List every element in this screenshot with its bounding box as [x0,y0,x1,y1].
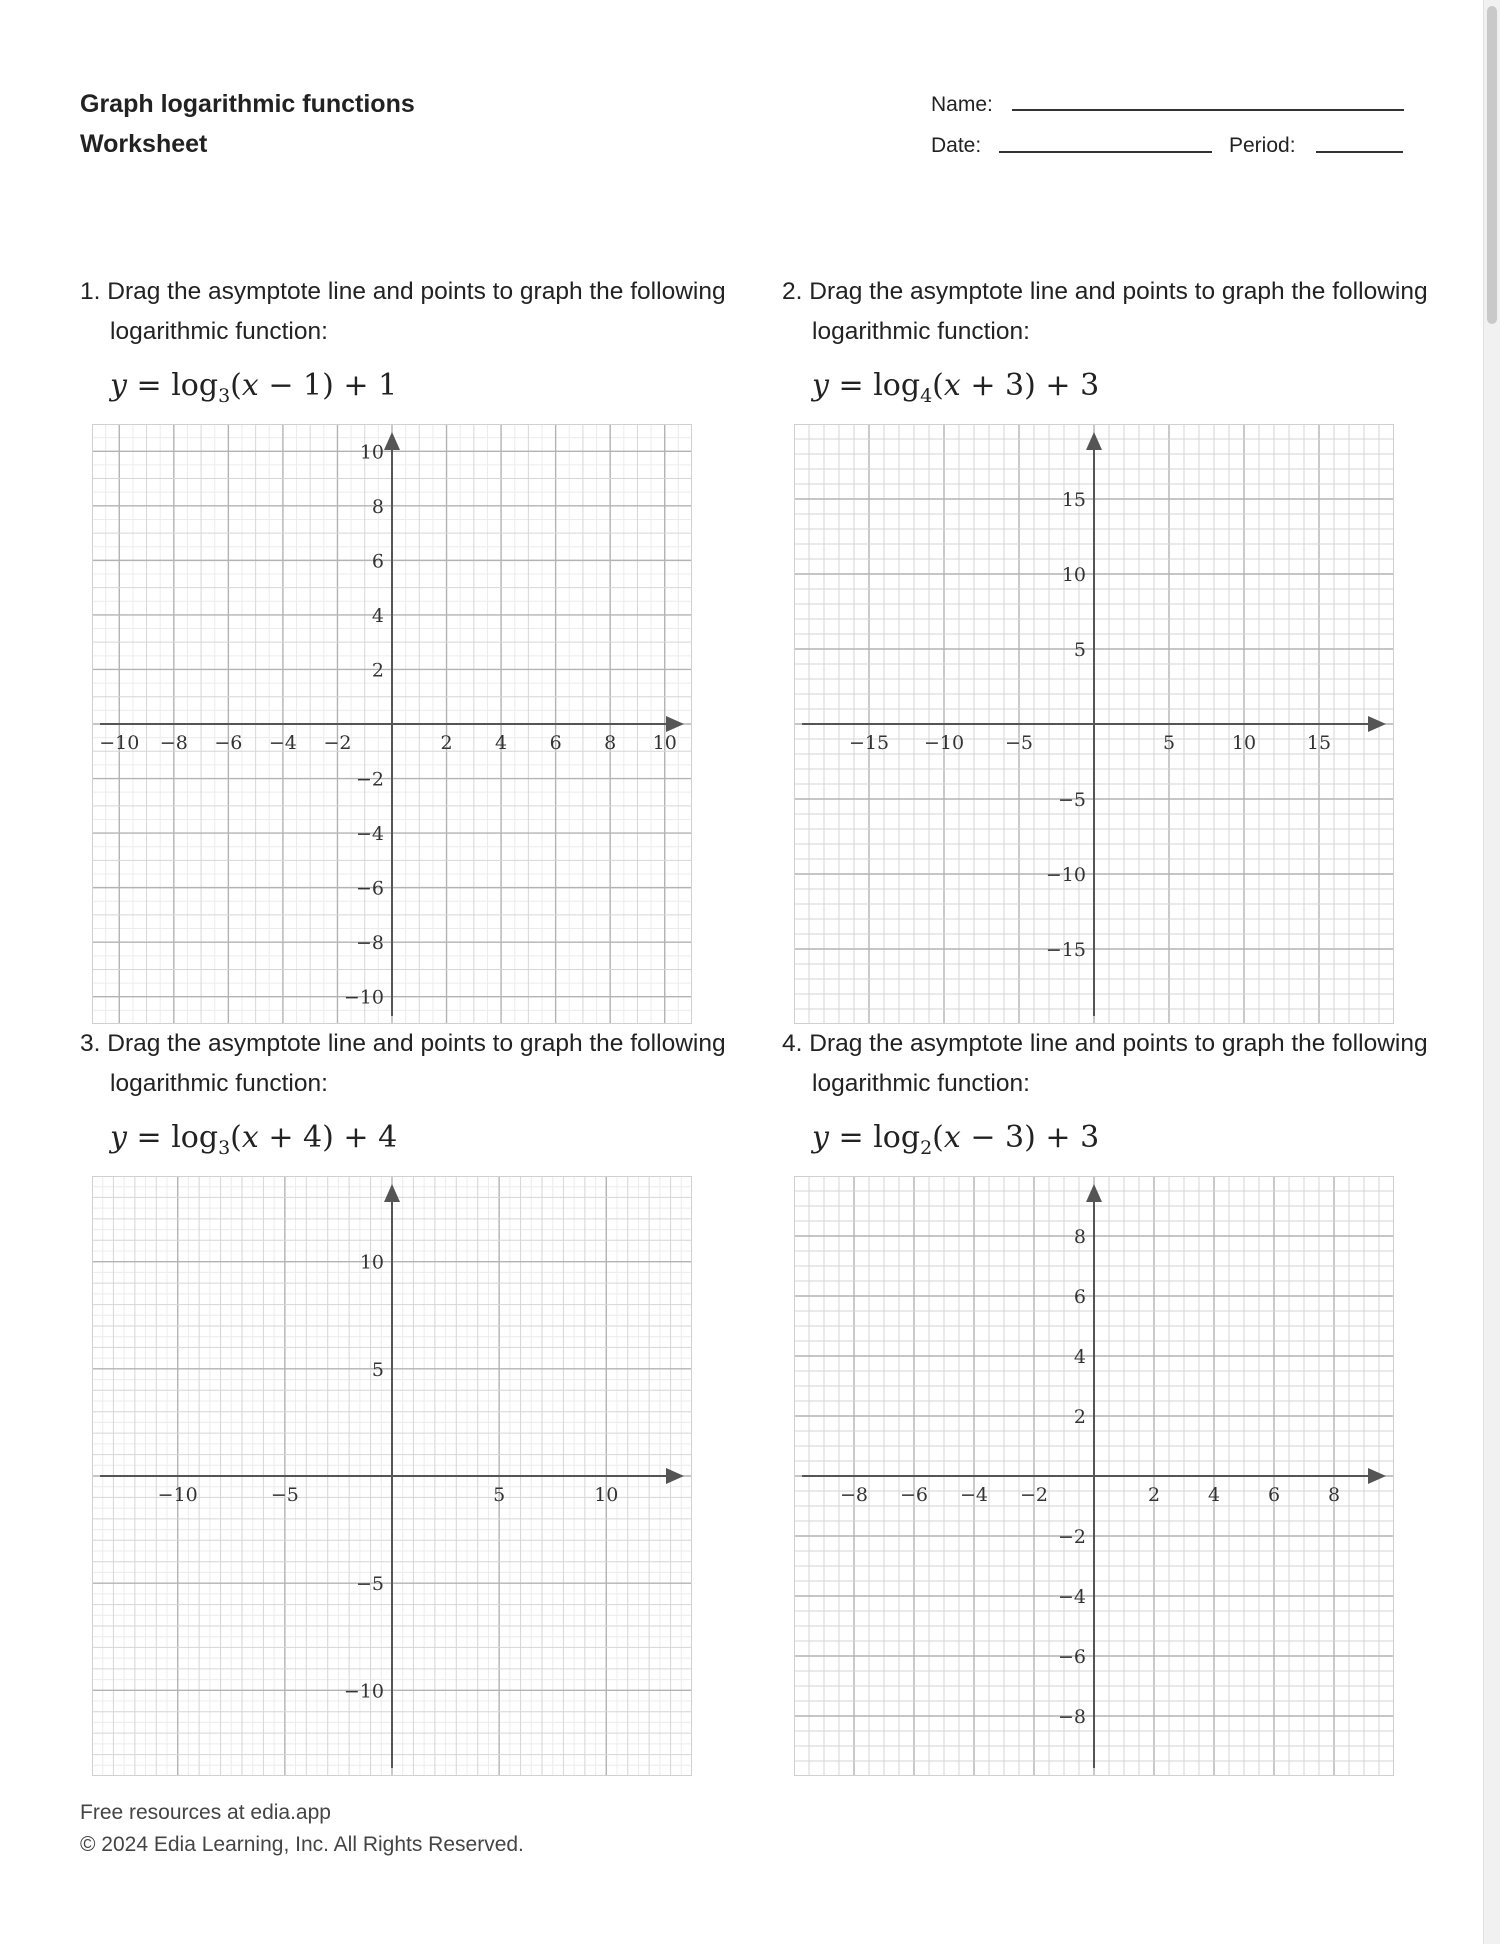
x-tick-label: −4 [959,1484,989,1506]
y-tick-label: −5 [1057,789,1086,811]
question-text: Drag the asymptote line and points to graph the following logarithmic function: [809,278,1428,345]
question-3 [80,1024,730,1104]
x-tick-label: 2 [1147,1484,1161,1506]
x-tick-label: 8 [604,732,617,754]
x-tick-label: −8 [839,1484,869,1506]
scrollbar[interactable] [1483,0,1500,1944]
x-tick-label: 5 [493,1484,506,1506]
y-tick-label: −6 [1057,1646,1086,1668]
x-tick-label: −5 [270,1484,299,1506]
formula-1: $y = \log_3(x - 1) + 1$ [110,368,398,407]
y-tick-label: −2 [355,768,384,791]
y-tick-label: 5 [371,1358,384,1381]
graph-3[interactable] [92,1176,692,1776]
coordinate-plane[interactable] [92,1176,692,1776]
question-number: 2. [782,278,803,305]
y-tick-label: −4 [355,823,384,846]
graph-4[interactable] [794,1176,1394,1776]
period-label: Period: [1229,134,1296,157]
x-tick-label: 4 [1207,1484,1221,1506]
y-tick-label: 6 [371,550,384,573]
question-text: Drag the asymptote line and points to graph the following logarithmic function: [107,278,726,345]
date-label: Date: [931,134,982,157]
x-tick-label: 8 [1327,1484,1341,1506]
y-tick-label: 5 [1073,639,1086,661]
x-tick-label: 4 [495,732,508,754]
x-tick-label: −10 [157,1484,198,1506]
coordinate-plane[interactable] [794,1176,1394,1776]
worksheet-title [80,84,415,164]
formula-4: $y = \log_2(x - 3) + 3$ [812,1120,1100,1159]
name-label: Name: [931,93,993,116]
scrollbar-thumb[interactable] [1487,6,1497,324]
footer-resources: Free resources at edia.app [80,1801,331,1824]
title-line-1: Graph logarithmic functions [80,90,415,118]
x-tick-label: 6 [549,732,562,754]
x-tick-label: −10 [923,732,965,754]
y-tick-label: −6 [355,877,384,900]
y-tick-label: 6 [1073,1286,1086,1308]
question-number: 4. [782,1030,803,1057]
y-tick-label: 2 [371,659,384,682]
x-tick-label: 5 [1162,732,1176,754]
y-tick-label: −4 [1057,1586,1086,1608]
y-tick-label: −8 [1057,1706,1086,1728]
question-number: 1. [80,278,101,305]
y-tick-label: 4 [1073,1346,1086,1368]
y-tick-label: 8 [1073,1226,1086,1248]
date-field[interactable] [999,151,1212,153]
y-tick-label: 15 [1061,489,1086,511]
y-tick-label: −8 [355,932,384,955]
y-tick-label: 4 [371,604,384,627]
question-text: Drag the asymptote line and points to graph the following logarithmic function: [107,1030,726,1097]
x-tick-label: 10 [594,1484,619,1506]
graph-2[interactable] [794,424,1394,1024]
question-4 [782,1024,1432,1104]
x-tick-label: 15 [1306,732,1332,754]
x-tick-label: −5 [1004,732,1034,754]
question-1 [80,272,730,352]
y-tick-label: −10 [343,986,384,1009]
x-tick-label: −10 [99,732,140,754]
footer-copyright: © 2024 Edia Learning, Inc. All Rights Reserved. [80,1833,524,1856]
coordinate-plane[interactable] [92,424,692,1024]
y-tick-label: −2 [1057,1526,1086,1548]
question-text: Drag the asymptote line and points to graph the following logarithmic function: [809,1030,1428,1097]
x-tick-label: 10 [1231,732,1257,754]
x-tick-label: 2 [440,732,453,754]
period-field[interactable] [1316,151,1403,153]
formula-3: $y = \log_3(x + 4) + 4$ [110,1120,398,1159]
x-tick-label: −2 [323,732,352,754]
question-number: 3. [80,1030,101,1057]
question-2 [782,272,1432,352]
x-tick-label: −6 [899,1484,929,1506]
name-field[interactable] [1012,109,1404,111]
y-tick-label: 10 [359,1251,384,1274]
x-tick-label: −4 [268,732,297,754]
x-tick-label: −15 [848,732,890,754]
y-tick-label: −15 [1045,939,1086,961]
title-line-2: Worksheet [80,130,208,158]
y-tick-label: 2 [1073,1406,1086,1428]
coordinate-plane[interactable] [794,424,1394,1024]
formula-2: $y = \log_4(x + 3) + 3$ [812,368,1100,407]
y-tick-label: 8 [371,495,384,518]
y-tick-label: 10 [1061,564,1086,586]
x-tick-label: −6 [214,732,243,754]
graph-1[interactable] [92,424,692,1024]
y-tick-label: −10 [1045,864,1086,886]
x-tick-label: 6 [1267,1484,1281,1506]
y-tick-label: −10 [343,1680,384,1703]
y-tick-label: 10 [359,441,384,464]
x-tick-label: −2 [1019,1484,1049,1506]
x-tick-label: 10 [652,732,677,754]
footer [80,1797,524,1861]
x-tick-label: −8 [159,732,188,754]
y-tick-label: −5 [355,1573,384,1596]
